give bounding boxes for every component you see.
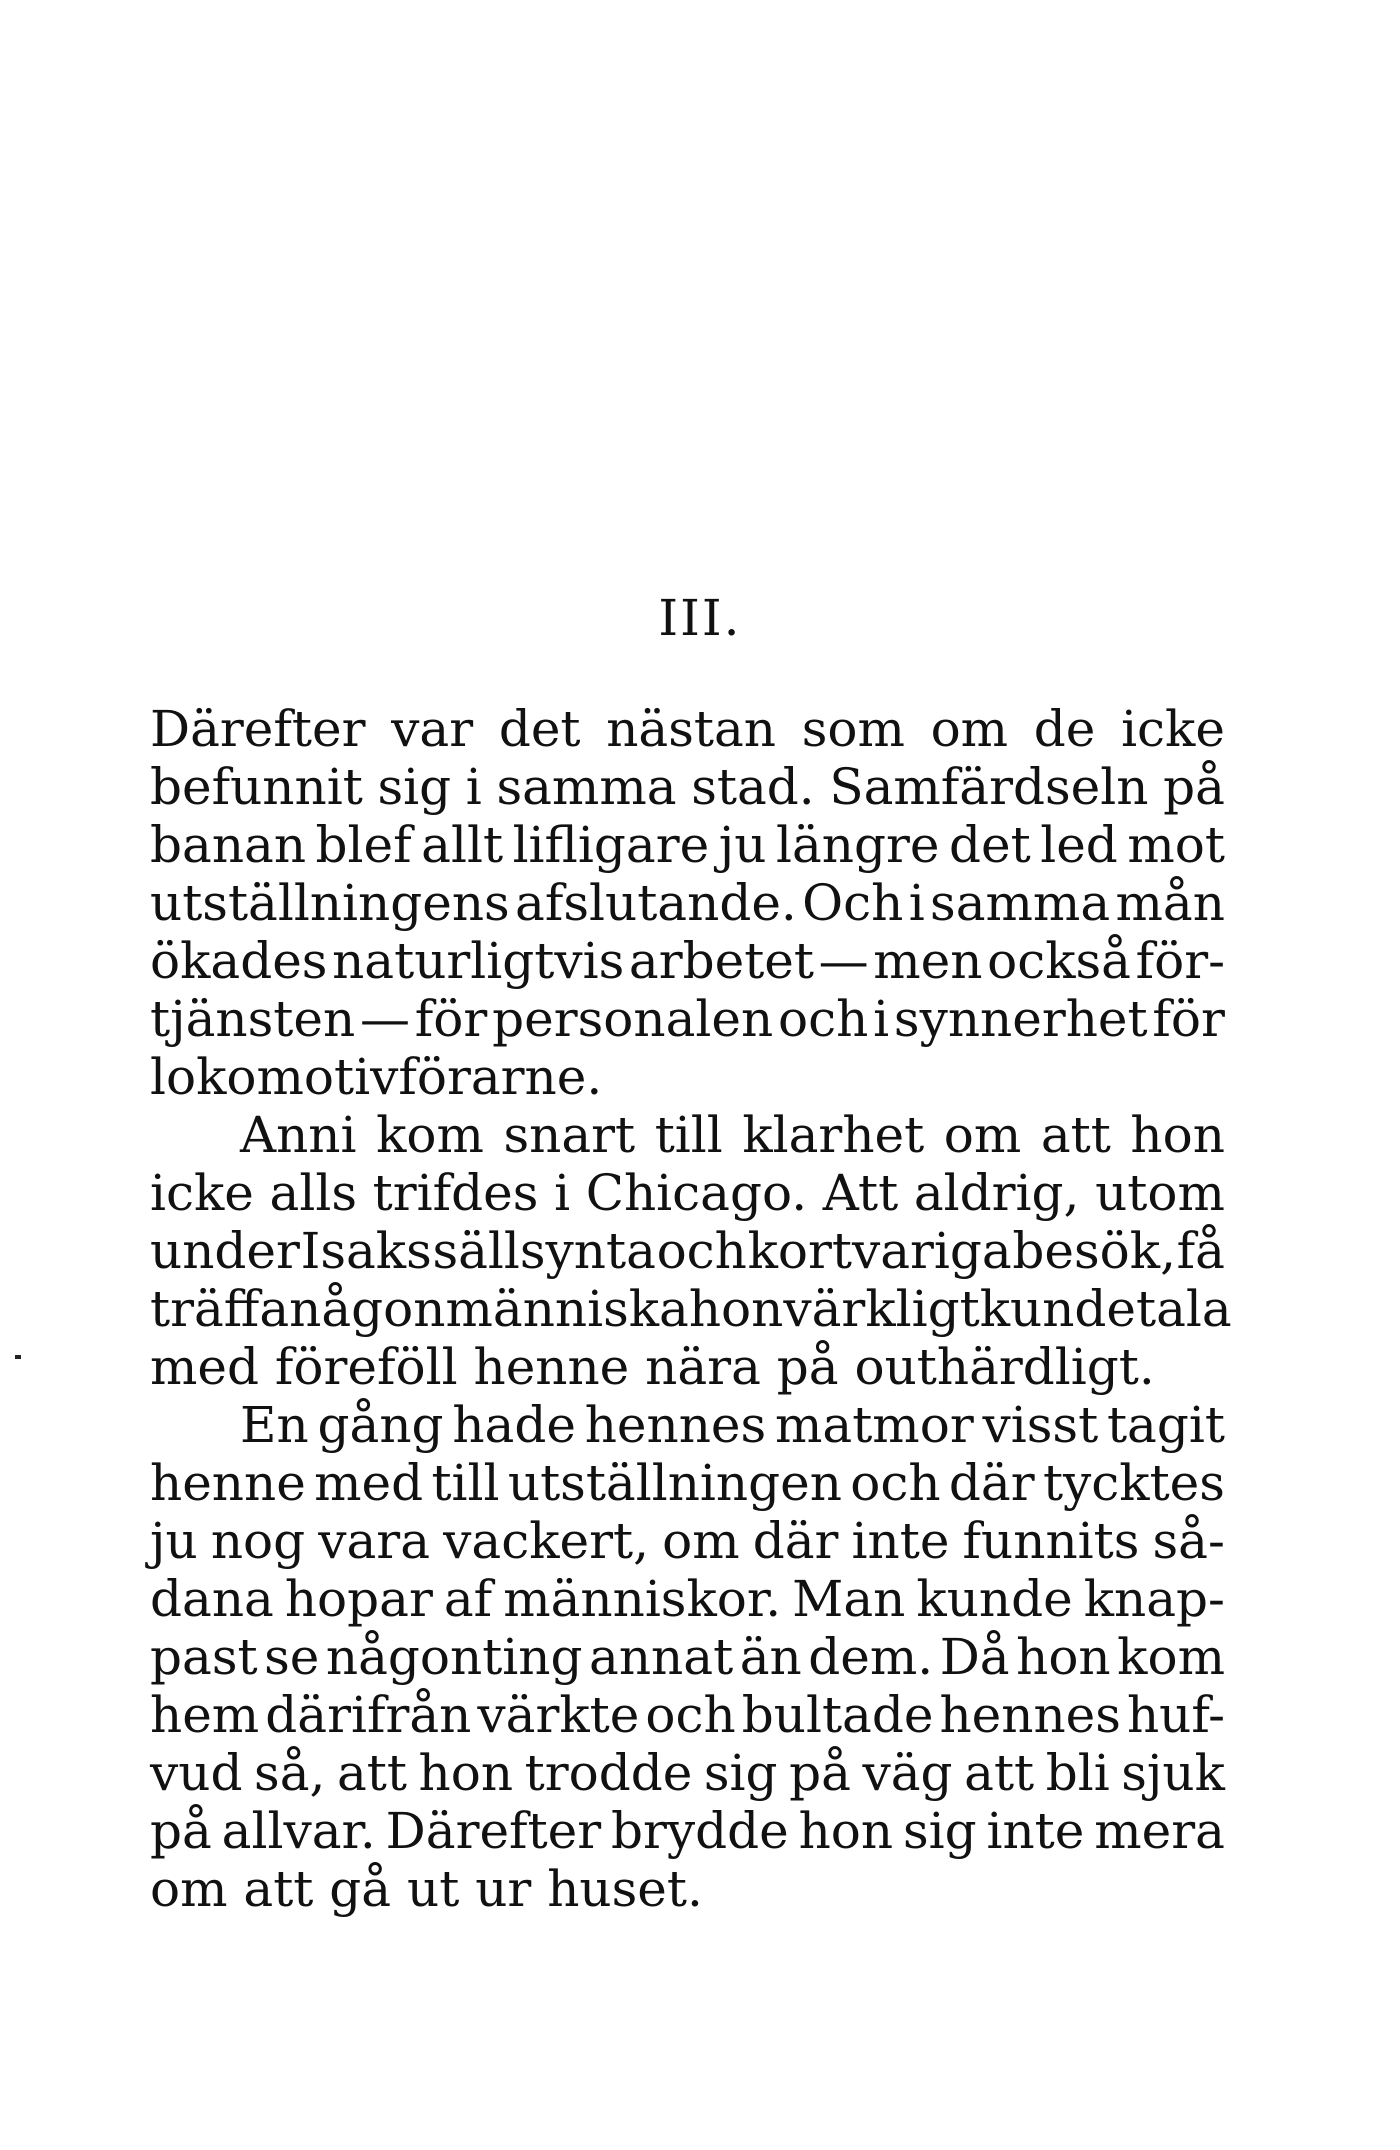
text-line: Anni kom snart till klarhet om att hon	[240, 1106, 1225, 1164]
text-line: dana hopar af människor. Man kunde knap-	[150, 1570, 1225, 1628]
paragraph	[150, 1396, 1225, 1918]
text-line: En gång hade hennes matmor visst tagit	[240, 1396, 1225, 1454]
text-line: past se någonting annat än dem. Då hon kom	[150, 1628, 1225, 1686]
paragraph	[150, 1106, 1232, 1396]
body-text	[150, 700, 1232, 1918]
text-line: lokomotivförarne.	[150, 1048, 603, 1106]
text-line: Därefter var det nästan som om de icke	[150, 700, 1225, 758]
text-line: på allvar. Därefter brydde hon sig inte mera	[150, 1802, 1225, 1860]
margin-mark	[15, 1355, 21, 1359]
text-line: vud så, att hon trodde sig på väg att bli sjuk	[150, 1744, 1225, 1802]
text-line: ökades naturligtvis arbetet — men också för-	[150, 932, 1225, 990]
text-line: utställningens afslutande. Och i samma mån	[150, 874, 1225, 932]
text-line: med föreföll henne nära på outhärdligt.	[150, 1338, 1155, 1396]
text-line: hem därifrån värkte och bultade hennes huf-	[150, 1686, 1225, 1744]
text-line: ju nog vara vackert, om där inte funnits så-	[150, 1512, 1225, 1570]
text-line: träffa någon människa hon värkligt kunde tala	[150, 1280, 1232, 1338]
text-line: henne med till utställningen och där tycktes	[150, 1454, 1225, 1512]
chapter-heading: III.	[658, 589, 742, 647]
text-line: icke alls trifdes i Chicago. Att aldrig, utom	[150, 1164, 1225, 1222]
text-line: banan blef allt lifligare ju längre det led mot	[150, 816, 1225, 874]
text-line: under Isaks sällsynta och kortvariga besök, få	[150, 1222, 1225, 1280]
text-line: om att gå ut ur huset.	[150, 1860, 703, 1918]
paragraph	[150, 700, 1225, 1106]
text-line: befunnit sig i samma stad. Samfärdseln på	[150, 758, 1225, 816]
text-line: tjänsten — för personalen och i synnerhet för	[150, 990, 1225, 1048]
